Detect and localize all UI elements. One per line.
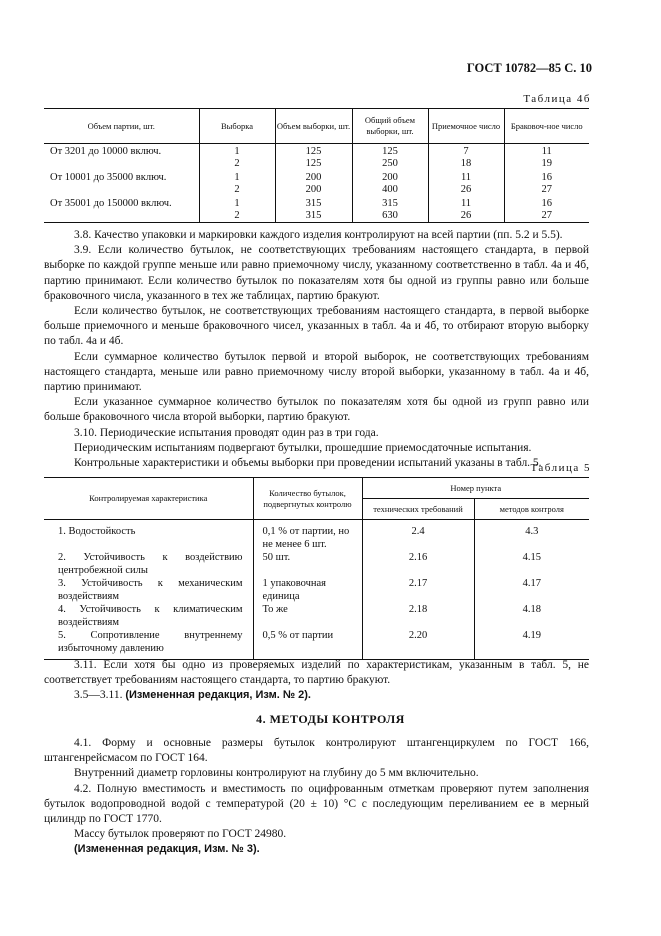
section-title: 4. МЕТОДЫ КОНТРОЛЯ (256, 712, 405, 726)
table-cell: 27 (504, 210, 589, 223)
paragraph: Если суммарное количество бутылок первой и второй выборок, не соответствующих требованиям настоящего стандарта, меньше или равно приемочному числу второй выборки, указанному в табл. 4а и 4б, партию принимают. (44, 350, 589, 394)
table-cell: 7 (428, 144, 504, 159)
table-cell: 400 (352, 184, 428, 196)
paragraph (44, 688, 589, 703)
table-cell: 16 (504, 170, 589, 184)
body-text-block-2 (44, 658, 589, 704)
lot-size-cell: От 3201 до 10000 включ. (50, 146, 162, 157)
method-cell: 4.15 (474, 551, 589, 577)
paragraph: 3.8. Качество упаковки и маркировки каждого изделия контролируют на всей партии (пп. 5.2 и 5.5). (74, 229, 563, 241)
table-cell: 11 (504, 144, 589, 159)
table-5 (44, 477, 589, 660)
table-cell: 2 (199, 210, 275, 223)
table-cell: 315 (275, 196, 352, 210)
table-4b-header-row (44, 109, 589, 144)
table-cell: 200 (352, 170, 428, 184)
requirement-cell: 2.18 (362, 603, 474, 629)
paragraph: Внутренний диаметр горловины контролируют на глубину до 5 мм включительно. (74, 767, 479, 780)
body-text-block-1 (44, 228, 589, 471)
characteristic-cell: 1. Водостойкость (58, 526, 136, 537)
table-cell: 11 (428, 196, 504, 210)
table-cell: 200 (275, 184, 352, 196)
requirement-cell: 2.17 (362, 577, 474, 603)
quantity-cell: 1 упаковочная единица (253, 577, 362, 603)
method-cell: 4.17 (474, 577, 589, 603)
table-cell: 200 (275, 170, 352, 184)
table-header-cell: Выборка (199, 109, 275, 144)
table-header-cell: Количество бутылок, подвергнутых контролю (253, 478, 362, 520)
quantity-cell: 50 шт. (253, 551, 362, 577)
table-cell: 250 (352, 158, 428, 170)
requirement-cell: 2.20 (362, 629, 474, 660)
table-cell: 18 (428, 158, 504, 170)
characteristic-cell: 3. Устойчивость к механическим воздействиям (58, 578, 243, 602)
table-cell: 2 (199, 184, 275, 196)
table-row (44, 629, 589, 660)
table-cell: 11 (428, 170, 504, 184)
paragraph: Контрольные характеристики и объемы выборки при проведении испытаний указаны в табл. 5. (74, 457, 542, 470)
table-row (44, 196, 589, 210)
table-cell: 630 (352, 210, 428, 223)
table-cell (44, 184, 199, 196)
lot-size-cell: От 10001 до 35000 включ. (50, 172, 167, 183)
table-row (44, 551, 589, 577)
paragraph: Массу бутылок проверяют по ГОСТ 24980. (74, 828, 287, 841)
table-cell: 125 (275, 158, 352, 170)
table-row (44, 184, 589, 196)
table-row (44, 520, 589, 552)
table-cell: 1 (199, 144, 275, 159)
table-header-cell: технических требований (362, 499, 474, 520)
table-header-cell: Приемочное число (428, 109, 504, 144)
paragraph: Если количество бутылок, не соответствующих требованиям настоящего стандарта, в первой выборке больше приемочного и меньше браковочного чисел, указанных в табл. 4а и 4б, то отбирают вторую выборку по табл. 4а и 4б. (44, 305, 589, 348)
table-row (44, 577, 589, 603)
table-4b-caption: Таблица 4б (523, 93, 591, 105)
table-cell: 2 (199, 158, 275, 170)
table-header-cell: Объем выборки, шт. (275, 109, 352, 144)
table-row (44, 603, 589, 629)
characteristic-cell: 2. Устойчивость к воздействию центробежной силы (58, 552, 243, 576)
table-row (44, 158, 589, 170)
table-cell: 125 (352, 144, 428, 159)
quantity-cell: 0,1 % от партии, но не менее 6 шт. (253, 520, 362, 552)
paragraph: Если указанное суммарное количество бутылок по показателям хотя бы одной из групп равно или больше браковочного числа второй выборки, партию бракуют. (44, 396, 589, 424)
paragraph: 3.9. Если количество бутылок, не соответствующих требованиям настоящего стандарта, в первой выборке по каждой группе меньше или равно приемочному числу, указанному соответственно в табл. 4а и 4б, партию принимают. Если количество бутылок по показателям хотя бы одной из группы равно или больше браковочного числа, указанного в тех же таблицах, партию бракуют. (44, 244, 589, 302)
method-cell: 4.18 (474, 603, 589, 629)
lot-size-cell: От 35001 до 150000 включ. (50, 198, 172, 209)
method-cell: 4.3 (474, 520, 589, 552)
requirement-cell: 2.16 (362, 551, 474, 577)
table-header-cell: Общий объем выборки, шт. (352, 109, 428, 144)
table-row (44, 210, 589, 223)
amendment-note: (Измененная редакция, Изм. № 2). (125, 689, 311, 702)
table-cell: 16 (504, 196, 589, 210)
table-cell: 1 (199, 196, 275, 210)
table-header-cell: Объем партии, шт. (44, 109, 199, 144)
table-cell: 27 (504, 184, 589, 196)
clause-range: 3.5—3.11. (74, 689, 123, 702)
table-5-caption: Таблица 5 (530, 462, 591, 474)
table-4b (44, 108, 589, 223)
table-cell: 26 (428, 184, 504, 196)
table-cell (44, 158, 199, 170)
paragraph: Периодическим испытаниям подвергают бутылки, прошедшие приемосдаточные испытания. (74, 441, 532, 454)
characteristic-cell: 4. Устойчивость к климатическим воздействиям (58, 604, 243, 628)
paragraph: 4.1. Форму и основные размеры бутылок контролируют штангенциркулем по ГОСТ 166, штангенрейсмасом по ГОСТ 164. (44, 737, 589, 765)
table-header-cell: Номер пункта (362, 478, 589, 499)
paragraph: 4.2. Полную вместимость и вместимость по оцифрованным отметкам проверяют путем заполнения бутылок водопроводной водой с температурой (20 ± 10) °С с последующим переливанием ее в мерный цилиндр по ГОСТ 1770. (44, 782, 589, 826)
table-cell: 1 (199, 170, 275, 184)
table-header-cell: Контролируемая характеристика (44, 478, 253, 520)
paragraph: 3.10. Периодические испытания проводят один раз в три года. (74, 426, 379, 439)
characteristic-cell: 5. Сопротивление внутреннему избыточному давлению (44, 629, 253, 660)
table-cell (44, 210, 199, 223)
paragraph: 3.11. Если хотя бы одно из проверяемых изделий по характеристикам, указанным в табл. 5, не соответствует требованиям настоящего стандарта, то партию бракуют. (44, 659, 589, 687)
page-header: ГОСТ 10782—85 С. 10 (466, 61, 592, 75)
table-header-cell: методов контроля (474, 499, 589, 520)
table-cell: 26 (428, 210, 504, 223)
requirement-cell: 2.4 (362, 520, 474, 552)
method-cell: 4.19 (474, 629, 589, 660)
table-row (44, 170, 589, 184)
body-text-block-3 (44, 736, 589, 858)
paragraph (44, 842, 589, 857)
table-5-header-row (44, 478, 589, 499)
quantity-cell: То же (253, 603, 362, 629)
amendment-note: (Измененная редакция, Изм. № 3). (74, 843, 260, 856)
table-header-cell: Браковоч-ное число (504, 109, 589, 144)
table-cell: 19 (504, 158, 589, 170)
table-cell: 315 (275, 210, 352, 223)
table-cell: 125 (275, 144, 352, 159)
quantity-cell: 0,5 % от партии (253, 629, 362, 660)
table-cell: 315 (352, 196, 428, 210)
table-row (44, 144, 589, 159)
